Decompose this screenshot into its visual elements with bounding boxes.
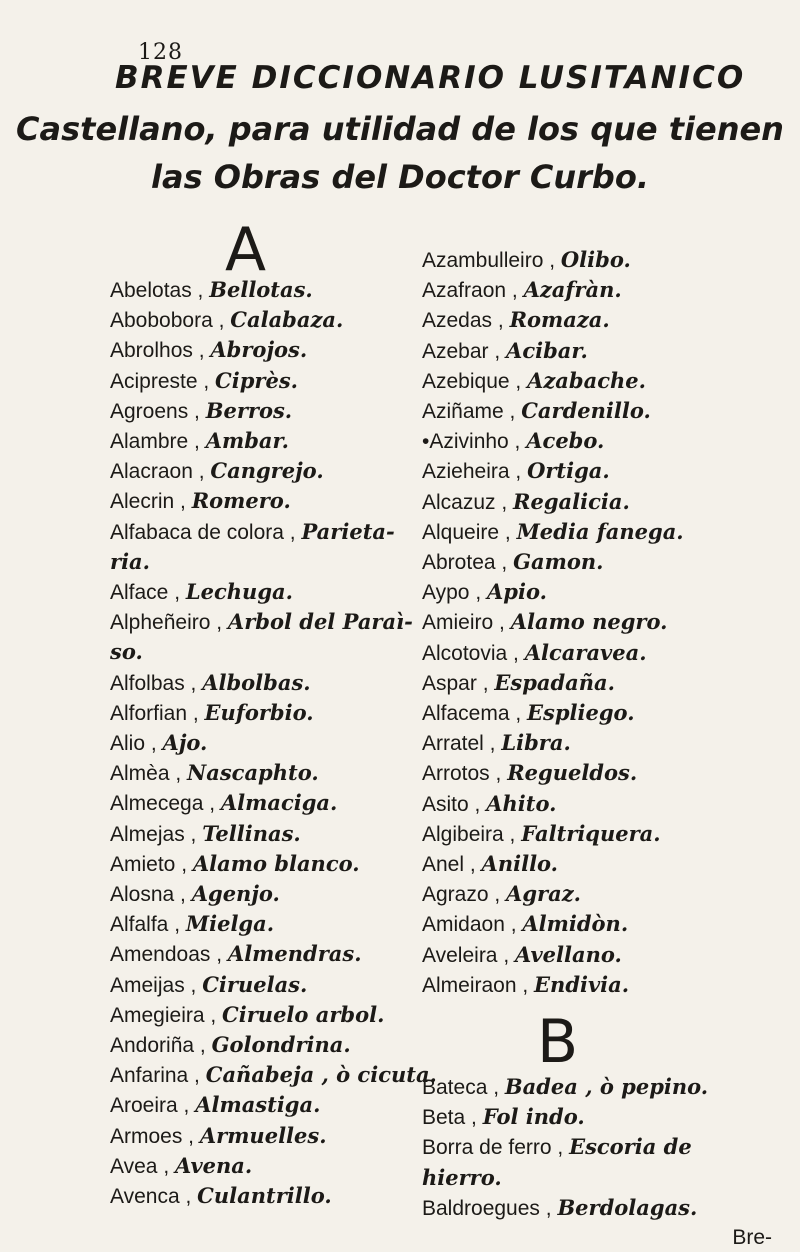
portuguese-term: Alambre ,: [110, 430, 206, 454]
portuguese-term: Avenca ,: [110, 1185, 198, 1209]
dictionary-entry: [422, 607, 792, 637]
spanish-translation: Faltriquera.: [521, 820, 661, 846]
portuguese-term: Abrotea ,: [422, 551, 514, 575]
spanish-translation: Armuelles.: [199, 1122, 327, 1148]
dictionary-entry: [422, 396, 792, 426]
portuguese-term: Aroeira ,: [110, 1094, 196, 1118]
spanish-translation: Fol indo.: [482, 1104, 585, 1130]
portuguese-term: Alfabaca de colora ,: [110, 520, 302, 544]
dictionary-entry: [422, 849, 792, 879]
portuguese-term: Alcazuz ,: [422, 490, 514, 514]
spanish-translation: Avena.: [175, 1152, 253, 1178]
spanish-translation: Almendras.: [227, 941, 362, 967]
spanish-translation: Alamo negro.: [510, 609, 668, 635]
spanish-translation: Regalicia.: [513, 488, 630, 514]
spanish-translation: Agraz.: [506, 881, 581, 907]
spanish-translation: Tellinas.: [202, 820, 301, 846]
portuguese-term: Almèa ,: [110, 762, 188, 786]
portuguese-term: Amidaon ,: [422, 913, 523, 937]
spanish-translation: Berdolagas.: [557, 1194, 698, 1220]
dictionary-entry: [422, 305, 792, 335]
portuguese-term: Ameijas ,: [110, 973, 203, 997]
spanish-translation: Euforbio.: [204, 699, 314, 725]
section-letter-a: A: [225, 215, 267, 285]
spanish-translation: Alcaravea.: [524, 639, 647, 665]
spanish-translation: Ajo.: [162, 730, 208, 756]
dictionary-entry: [422, 819, 792, 849]
dictionary-entry: [422, 638, 792, 668]
portuguese-term: Alcotovia ,: [422, 641, 525, 665]
portuguese-term: Asito ,: [422, 792, 487, 816]
portuguese-term: Aypo ,: [422, 581, 487, 605]
dictionary-entry: [422, 970, 792, 1000]
spanish-translation: Gamon.: [513, 549, 604, 575]
portuguese-term: Avea ,: [110, 1154, 175, 1178]
section-letter-b: B: [537, 1007, 579, 1078]
portuguese-term: Azieheira ,: [422, 460, 528, 484]
portuguese-term: Armoes ,: [110, 1124, 200, 1148]
dictionary-entry: [422, 517, 792, 547]
portuguese-term: Almeiraon ,: [422, 973, 535, 997]
spanish-translation: Romaza.: [509, 307, 610, 333]
portuguese-term: Amieto ,: [110, 852, 193, 876]
spanish-translation: Avellano.: [515, 941, 622, 967]
spanish-translation: Espliego.: [527, 700, 635, 726]
dictionary-entry: [422, 577, 792, 607]
dictionary-entry: [422, 245, 792, 275]
portuguese-term: Agroens ,: [110, 399, 206, 423]
portuguese-term: Bateca ,: [422, 1076, 505, 1100]
dictionary-entry: [422, 547, 792, 577]
portuguese-term: Andoriña ,: [110, 1034, 212, 1058]
dictionary-entry: [422, 456, 792, 486]
spanish-translation: Anillo.: [481, 851, 558, 877]
spanish-translation: Acebo.: [526, 428, 605, 454]
portuguese-term: •Azivinho ,: [422, 430, 527, 454]
dictionary-entry: [422, 1193, 792, 1223]
spanish-translation: Ambar.: [205, 428, 289, 454]
spanish-translation: Espadaña.: [494, 669, 615, 695]
portuguese-term: Abelotas ,: [110, 279, 210, 302]
portuguese-term: Beta ,: [422, 1106, 483, 1130]
dictionary-entry: [422, 698, 792, 728]
portuguese-term: Anel ,: [422, 853, 482, 877]
spanish-translation: Ahito.: [486, 790, 557, 816]
portuguese-term: Azebar ,: [422, 339, 507, 363]
portuguese-term: Azafraon ,: [422, 279, 524, 303]
spanish-translation: Almidòn.: [522, 911, 629, 937]
portuguese-term: Alfalfa ,: [110, 913, 186, 937]
portuguese-term: Anfarina ,: [110, 1064, 206, 1088]
spanish-translation: Berros.: [205, 397, 293, 423]
portuguese-term: Alio ,: [110, 732, 163, 756]
dictionary-entry: [422, 940, 792, 970]
spanish-translation: Agenjo.: [191, 881, 280, 907]
dictionary-entry: [422, 426, 792, 456]
page-title: BREVE DICCIONARIO LUSITANICO: [115, 60, 746, 96]
portuguese-term: Alqueire ,: [422, 520, 517, 544]
spanish-translation: Bellotas.: [209, 277, 313, 302]
spanish-translation: Ciruelo arbol.: [222, 1001, 385, 1027]
dictionary-entry: [422, 909, 792, 939]
portuguese-term: Alfacema ,: [422, 702, 528, 726]
spanish-translation: Nascaphto.: [187, 760, 319, 786]
spanish-translation: Alamo blanco.: [192, 850, 360, 876]
dictionary-entry: [422, 758, 792, 788]
spanish-translation: Badea , ò pepino.: [504, 1074, 709, 1100]
spanish-translation: Endivia.: [534, 971, 630, 997]
spanish-translation: Parieta-: [301, 518, 395, 544]
portuguese-term: Azebique ,: [422, 369, 528, 393]
spanish-translation: Escoria de: [569, 1134, 692, 1160]
spanish-translation: Cangrejo.: [210, 458, 324, 484]
subtitle-line-1: Castellano, para utilidad de los que tienen: [16, 110, 784, 148]
portuguese-term: Arrotos ,: [422, 762, 508, 786]
spanish-translation: Golondrina.: [211, 1032, 351, 1058]
dictionary-entry: [422, 879, 792, 909]
dictionary-entry: [422, 1163, 792, 1193]
spanish-translation: Mielga.: [185, 911, 275, 937]
portuguese-term: Acipreste ,: [110, 369, 216, 393]
portuguese-term: Abobobora ,: [110, 309, 231, 333]
spanish-translation: Media fanega.: [516, 518, 684, 544]
portuguese-term: Agrazo ,: [422, 883, 507, 907]
spanish-translation: hierro.: [422, 1164, 502, 1190]
right-entry-list-a: [422, 245, 792, 1000]
portuguese-term: Amieiro ,: [422, 611, 511, 635]
spanish-translation: Romero.: [191, 488, 291, 514]
portuguese-term: Amegieira ,: [110, 1003, 223, 1027]
portuguese-term: Alfolbas ,: [110, 671, 203, 695]
dictionary-entry: [422, 728, 792, 758]
spanish-translation: Culantrillo.: [197, 1183, 332, 1209]
spanish-translation: Abrojos.: [210, 337, 308, 363]
spanish-translation: so.: [110, 639, 143, 665]
page-number: 128: [138, 40, 183, 65]
portuguese-term: Arratel ,: [422, 732, 502, 756]
spanish-translation: Calabaza.: [230, 307, 344, 333]
spanish-translation: Arbol del Paraì-: [227, 609, 413, 635]
right-column: [422, 245, 792, 1252]
dictionary-entry: [422, 366, 792, 396]
dictionary-entry: [422, 1102, 792, 1132]
portuguese-term: Aspar ,: [422, 671, 495, 695]
dictionary-entry: [422, 1072, 792, 1102]
spanish-translation: Olibo.: [560, 247, 631, 272]
spanish-translation: Azafràn.: [523, 277, 622, 303]
portuguese-term: Abrolhos ,: [110, 339, 211, 363]
portuguese-term: Azedas ,: [422, 309, 510, 333]
dictionary-entry: [422, 487, 792, 517]
portuguese-term: Alforfian ,: [110, 701, 205, 725]
dictionary-entry: [422, 275, 792, 305]
spanish-translation: Almaciga.: [220, 790, 338, 816]
spanish-translation: Cañabeja , ò cicuta.: [205, 1062, 437, 1088]
right-entry-list-b: [422, 1072, 792, 1223]
portuguese-term: Baldroegues ,: [422, 1196, 558, 1220]
portuguese-term: Almejas ,: [110, 822, 203, 846]
spanish-translation: Acibar.: [506, 337, 588, 363]
catchword: Bre-: [732, 1226, 772, 1250]
spanish-translation: Azabache.: [527, 367, 646, 393]
portuguese-term: Algibeira ,: [422, 822, 522, 846]
portuguese-term: Almecega ,: [110, 792, 221, 816]
portuguese-term: Alosna ,: [110, 883, 192, 907]
portuguese-term: Amendoas ,: [110, 943, 228, 967]
subtitle-line-2: las Obras del Doctor Curbo.: [151, 158, 649, 196]
portuguese-term: Alacraon ,: [110, 460, 211, 484]
spanish-translation: Ciruelas.: [202, 971, 308, 997]
dictionary-entry: [422, 336, 792, 366]
portuguese-term: Alpheñeiro ,: [110, 611, 228, 635]
dictionary-entry: [422, 668, 792, 698]
spanish-translation: Apio.: [487, 579, 547, 605]
spanish-translation: Libra.: [501, 730, 571, 756]
portuguese-term: Alecrin ,: [110, 490, 192, 514]
spanish-translation: Cardenillo.: [521, 398, 651, 424]
portuguese-term: Azambulleiro ,: [422, 249, 561, 272]
portuguese-term: Aveleira ,: [422, 943, 515, 967]
spanish-translation: Albolbas.: [202, 669, 311, 695]
spanish-translation: Ciprès.: [215, 367, 298, 393]
dictionary-entry: [422, 1132, 792, 1162]
spanish-translation: Almastiga.: [195, 1092, 321, 1118]
spanish-translation: Regueldos.: [507, 760, 638, 786]
portuguese-term: Alface ,: [110, 581, 186, 605]
dictionary-entry: [422, 789, 792, 819]
spanish-translation: ria.: [110, 548, 150, 574]
portuguese-term: Borra de ferro ,: [422, 1136, 570, 1160]
portuguese-term: Aziñame ,: [422, 400, 522, 424]
spanish-translation: Lechuga.: [185, 579, 293, 605]
spanish-translation: Ortiga.: [527, 458, 610, 484]
